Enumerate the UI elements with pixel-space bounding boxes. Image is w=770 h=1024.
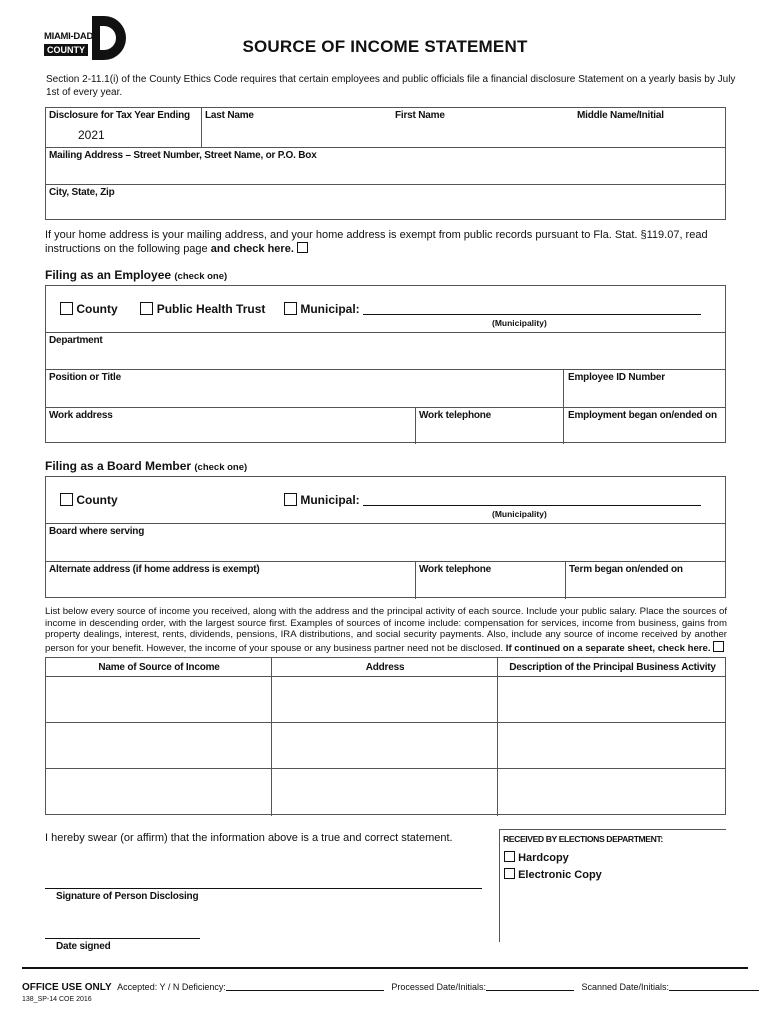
- work-telephone-label: Work telephone: [419, 410, 492, 421]
- employment-dates-label: Employment began on/ended on: [568, 410, 717, 421]
- first-name-label: First Name: [395, 110, 445, 121]
- tax-year-label: Disclosure for Tax Year Ending: [49, 110, 190, 121]
- signature-line[interactable]: [45, 888, 482, 889]
- exempt-check-label: and check here.: [210, 243, 294, 255]
- table-row[interactable]: [46, 723, 727, 768]
- hardcopy-checkbox[interactable]: [504, 851, 515, 862]
- employee-municipal-label: Municipal:: [300, 302, 360, 316]
- employee-municipal-checkbox[interactable]: [284, 302, 297, 315]
- hardcopy-option: [504, 851, 569, 864]
- hardcopy-label: Hardcopy: [518, 852, 569, 864]
- exempt-notice: If your home address is your mailing address, and your home address is exempt from public records pursuant to Fla. Stat. §119.07, read instructions on the following page and check here.: [45, 229, 708, 255]
- logo-county: COUNTY: [44, 44, 88, 56]
- exempt-checkbox[interactable]: [297, 242, 308, 253]
- employee-id-label: Employee ID Number: [568, 372, 665, 383]
- board-municipal-label: Municipal:: [300, 493, 360, 507]
- table-row[interactable]: [46, 769, 727, 815]
- employee-municipal-option: [284, 302, 701, 316]
- board-serving-field[interactable]: [46, 524, 727, 561]
- logo-text: MIAMI-DADE: [44, 31, 100, 42]
- work-telephone-field[interactable]: [416, 408, 564, 444]
- mailing-address-label: Mailing Address – Street Number, Street Name, or P.O. Box: [49, 150, 317, 161]
- col-activity-header: Description of the Principal Business Activity: [509, 662, 716, 673]
- office-divider: [22, 967, 748, 969]
- employment-dates-field[interactable]: [564, 408, 727, 444]
- received-heading: RECEIVED BY ELECTIONS DEPARTMENT:: [503, 834, 663, 844]
- board-county-checkbox[interactable]: [60, 493, 73, 506]
- tax-year-field[interactable]: [46, 108, 202, 148]
- board-county-option: [60, 493, 118, 507]
- tax-year-value: 2021: [78, 128, 105, 142]
- employee-municipality-input[interactable]: [363, 314, 701, 315]
- term-dates-label: Term began on/ended on: [569, 564, 683, 575]
- position-label: Position or Title: [49, 372, 121, 383]
- alternate-address-field[interactable]: [46, 562, 416, 599]
- employee-options: [60, 302, 265, 316]
- employee-county-label: County: [76, 302, 118, 316]
- work-address-field[interactable]: [46, 408, 416, 444]
- board-county-label: County: [76, 493, 118, 507]
- board-box: [45, 476, 726, 598]
- board-serving-label: Board where serving: [49, 526, 145, 537]
- electronic-checkbox[interactable]: [504, 868, 515, 879]
- office-processed-label: Processed Date/Initials:: [391, 982, 486, 992]
- income-table: [45, 657, 726, 815]
- employee-section-heading: Filing as an Employee (check one): [45, 268, 228, 282]
- office-processed-input[interactable]: [486, 990, 574, 991]
- board-municipal-checkbox[interactable]: [284, 493, 297, 506]
- department-label: Department: [49, 335, 103, 346]
- last-name-label: Last Name: [205, 110, 254, 121]
- electronic-label: Electronic Copy: [518, 869, 602, 881]
- office-use-row: [22, 982, 748, 993]
- position-field[interactable]: [46, 370, 564, 407]
- city-state-zip-field[interactable]: [46, 185, 727, 221]
- signature-label: Signature of Person Disclosing: [56, 891, 199, 902]
- attestation-text: I hereby swear (or affirm) that the information above is a true and correct statement.: [45, 832, 453, 844]
- board-municipality-input[interactable]: [363, 505, 701, 506]
- table-row[interactable]: [46, 677, 727, 722]
- employee-county-checkbox[interactable]: [60, 302, 73, 315]
- date-line[interactable]: [45, 938, 200, 939]
- board-section-heading: Filing as a Board Member (check one): [45, 459, 248, 473]
- board-telephone-label: Work telephone: [419, 564, 492, 575]
- footer-code: 138_SP-14 COE 2016: [22, 996, 92, 1003]
- office-scanned-label: Scanned Date/Initials:: [581, 982, 670, 992]
- term-dates-field[interactable]: [566, 562, 727, 599]
- office-use-heading: OFFICE USE ONLY: [22, 982, 112, 993]
- employee-trust-checkbox[interactable]: [140, 302, 153, 315]
- received-box: [499, 829, 726, 942]
- city-state-zip-label: City, State, Zip: [49, 187, 115, 198]
- continued-checkbox[interactable]: [713, 641, 724, 652]
- office-deficiency-input[interactable]: [226, 990, 384, 991]
- income-instructions: List below every source of income you received, along with the address and the principal activity of each source. Include your public salary. Place the sources of income in descending order, with the largest source first. Examples of sources of income include: compensation for services, income from business, gains from property dealings, interest, rents, dividends, pensions, IRA distributions, and social security payments. Also, include any source of income received by another person for your benefit. However, the income of your spouse or any business partner need not be disclosed. If continued on a separate sheet, check here.: [45, 606, 727, 654]
- employee-municipality-caption: (Municipality): [492, 318, 547, 328]
- page-title: SOURCE OF INCOME STATEMENT: [242, 37, 528, 56]
- work-address-label: Work address: [49, 410, 113, 421]
- name-fields[interactable]: [202, 108, 727, 148]
- office-scanned-input[interactable]: [669, 990, 759, 991]
- department-field[interactable]: [46, 333, 727, 369]
- board-telephone-field[interactable]: [416, 562, 566, 599]
- mailing-address-field[interactable]: [46, 148, 727, 184]
- board-municipal-option: [284, 493, 701, 507]
- intro-text: Section 2-11.1(i) of the County Ethics Code requires that certain employees and public officials file a financial disclosure Statement on a yearly basis by July 1st of every year.: [46, 74, 736, 98]
- employee-id-field[interactable]: [564, 370, 727, 407]
- board-municipality-caption: (Municipality): [492, 509, 547, 519]
- middle-name-label: Middle Name/Initial: [577, 110, 664, 121]
- continued-label: If continued on a separate sheet, check here.: [505, 642, 711, 654]
- employee-box: [45, 285, 726, 443]
- alternate-address-label: Alternate address (if home address is exempt): [49, 564, 260, 575]
- date-label: Date signed: [56, 941, 111, 952]
- employee-trust-label: Public Health Trust: [156, 302, 266, 316]
- col-name-header: Name of Source of Income: [98, 662, 220, 673]
- personal-info-box: [45, 107, 726, 220]
- office-accepted-label: Accepted: Y / N Deficiency:: [117, 982, 226, 992]
- col-address-header: Address: [365, 662, 405, 673]
- electronic-option: [504, 868, 602, 881]
